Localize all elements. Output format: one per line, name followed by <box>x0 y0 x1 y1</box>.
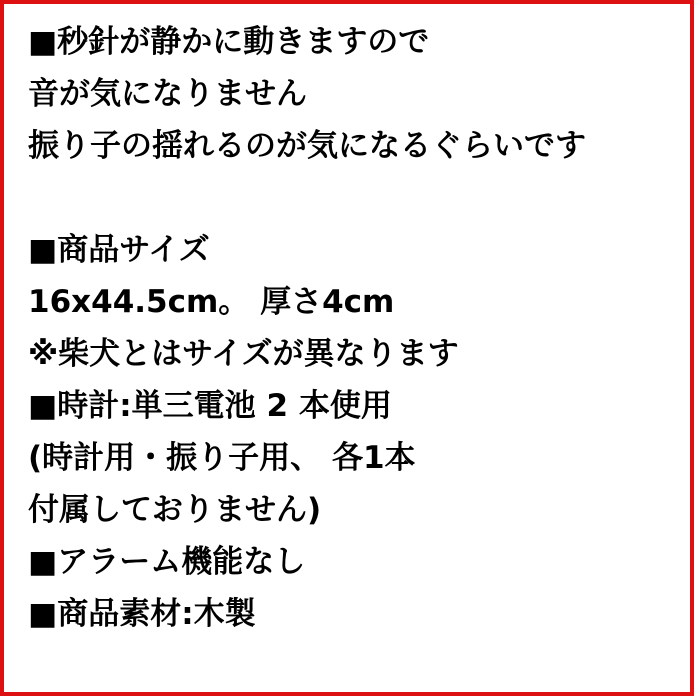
blank-line <box>28 172 678 224</box>
text-line: ■アラーム機能なし <box>28 544 306 580</box>
description-text-block <box>28 16 678 640</box>
text-line: (時計用・振り子用、 各1本 <box>28 440 416 476</box>
text-line: ■商品サイズ <box>28 232 210 268</box>
text-line: ※柴犬とはサイズが異なります <box>28 336 459 372</box>
text-line: ■商品素材:木製 <box>28 596 256 632</box>
text-line: 振り子の揺れるのが気になるぐらいです <box>28 128 586 164</box>
text-line: 16x44.5cm。 厚さ4cm <box>28 284 395 320</box>
text-line: 音が気になりません <box>28 76 307 112</box>
text-line: ■時計:単三電池 2 本使用 <box>28 388 392 424</box>
text-line: ■秒針が静かに動きますので <box>28 24 430 60</box>
text-line: 付属しておりません) <box>28 492 322 528</box>
